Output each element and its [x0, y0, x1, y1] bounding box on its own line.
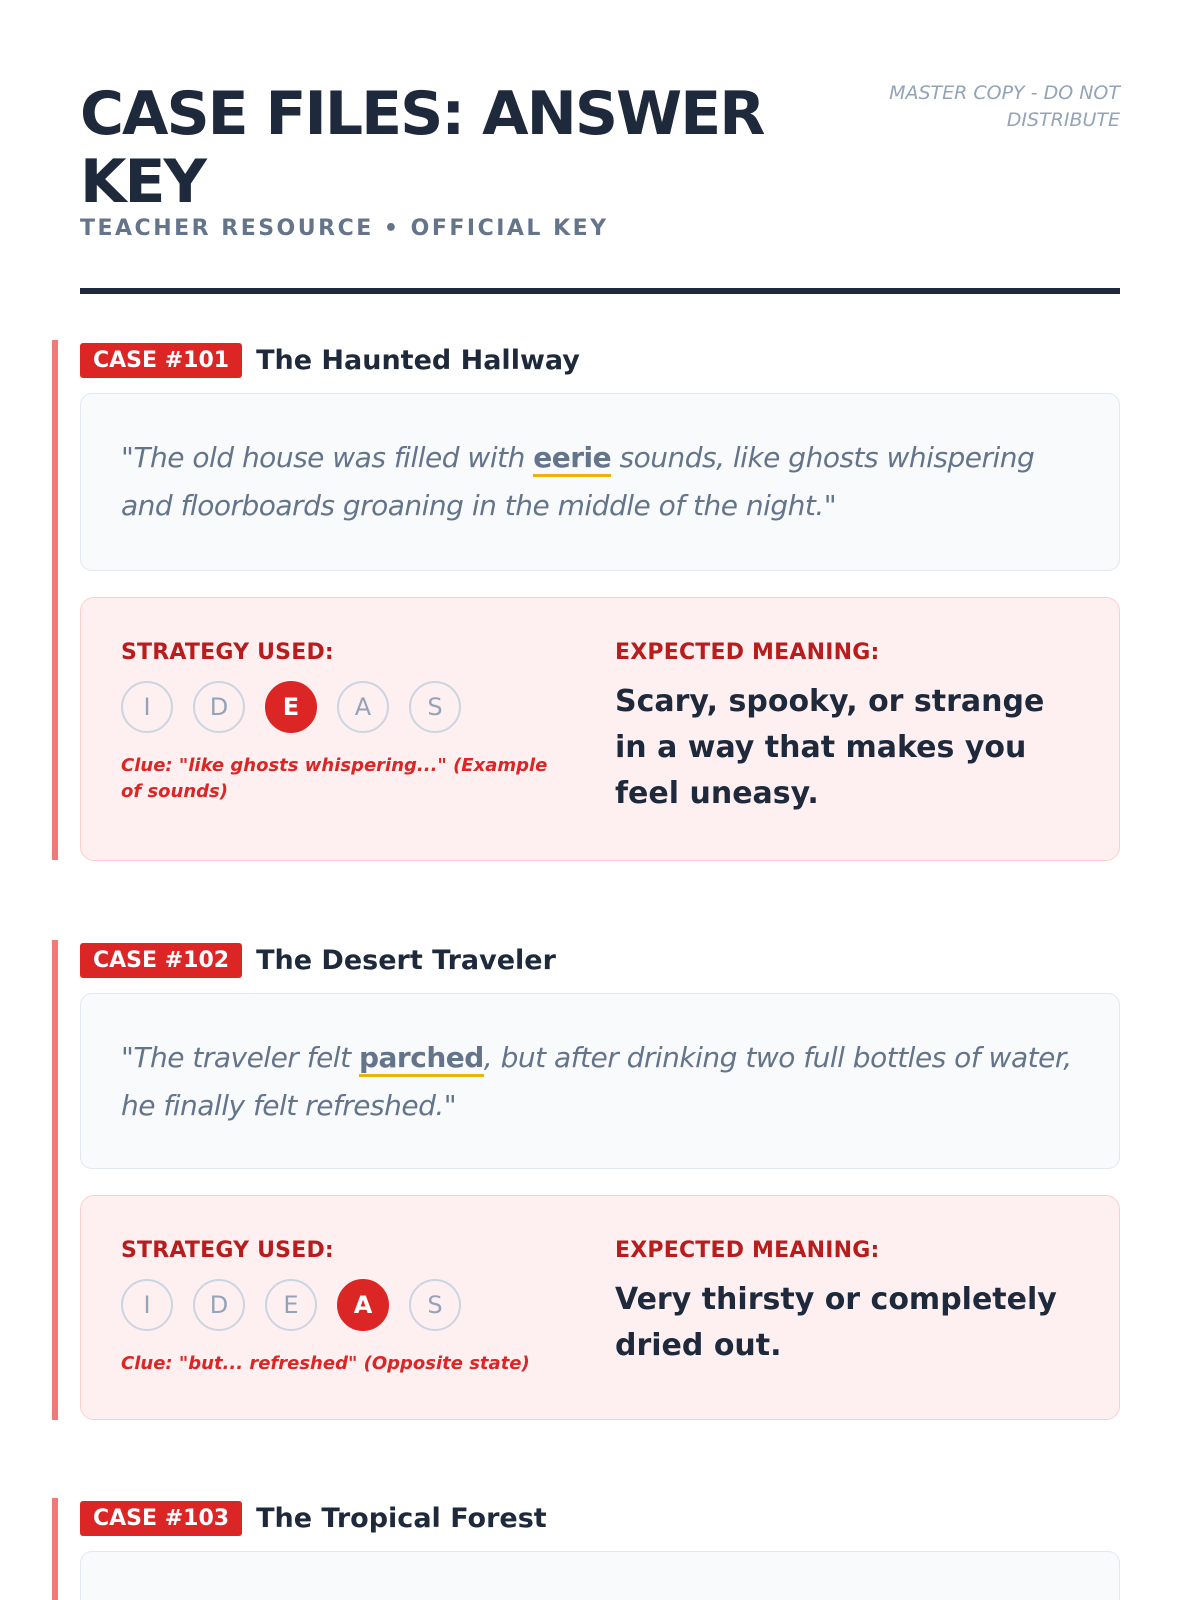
master-copy-notice: MASTER COPY - DO NOT DISTRIBUTE	[889, 82, 1120, 131]
page-subtitle: TEACHER RESOURCE • OFFICIAL KEY	[80, 216, 609, 241]
strategy-letter-a: A	[337, 681, 389, 733]
strategy-circles	[121, 1279, 551, 1331]
page-title: CASE FILES: ANSWER KEY	[80, 79, 764, 217]
strategy-letter-i: I	[121, 1279, 173, 1331]
strategy-letter-e: E	[265, 1279, 317, 1331]
meaning-label: EXPECTED MEANING:	[615, 640, 880, 665]
case-header	[80, 940, 556, 980]
strategy-letter-s: S	[409, 681, 461, 733]
case-title: The Tropical Forest	[256, 1502, 547, 1534]
strategy-letter-d: D	[193, 681, 245, 733]
case-badge: CASE #102	[80, 943, 242, 978]
meaning-section	[615, 1238, 1085, 1369]
case-accent-bar	[52, 340, 58, 860]
case-header	[80, 1498, 547, 1538]
strategy-letter-s: S	[409, 1279, 461, 1331]
case-card	[52, 1498, 1120, 1600]
case-header	[80, 340, 580, 380]
quote-box	[80, 1551, 1120, 1600]
strategy-circles	[121, 681, 551, 733]
meaning-section	[615, 640, 1085, 817]
answer-box	[80, 597, 1120, 861]
case-accent-bar	[52, 940, 58, 1420]
case-title: The Haunted Hallway	[256, 344, 580, 376]
strategy-letter-i: I	[121, 681, 173, 733]
case-accent-bar	[52, 1498, 58, 1600]
highlighted-word: parched	[359, 1041, 484, 1077]
case-badge: CASE #103	[80, 1501, 242, 1536]
strategy-label: STRATEGY USED:	[121, 1238, 334, 1263]
clue-text: Clue: "but... refreshed" (Opposite state)	[121, 1353, 530, 1374]
strategy-letter-e: E	[265, 681, 317, 733]
strategy-letter-a: A	[337, 1279, 389, 1331]
strategy-label: STRATEGY USED:	[121, 640, 334, 665]
header-divider	[80, 288, 1120, 294]
highlighted-word: eerie	[533, 441, 611, 477]
quote-box	[80, 393, 1120, 571]
strategy-section	[121, 640, 551, 805]
strategy-section	[121, 1238, 551, 1377]
expected-meaning: Very thirsty or completely dried out.	[615, 1282, 1057, 1363]
case-quote: "The old house was filled with eerie sounds, like ghosts whispering and floorboards groaning in the middle of the night."	[121, 441, 1035, 522]
page-header	[80, 80, 1120, 294]
case-quote: "The traveler felt parched, but after drinking two full bottles of water, he finally felt refreshed."	[121, 1041, 1072, 1122]
strategy-letter-d: D	[193, 1279, 245, 1331]
case-badge: CASE #101	[80, 343, 242, 378]
case-title: The Desert Traveler	[256, 944, 556, 976]
case-card	[52, 340, 1120, 860]
answer-box	[80, 1195, 1120, 1420]
clue-text: Clue: "like ghosts whispering..." (Example of sounds)	[121, 755, 548, 802]
case-card	[52, 940, 1120, 1420]
expected-meaning: Scary, spooky, or strange in a way that makes you feel uneasy.	[615, 684, 1045, 811]
quote-box	[80, 993, 1120, 1169]
meaning-label: EXPECTED MEANING:	[615, 1238, 880, 1263]
